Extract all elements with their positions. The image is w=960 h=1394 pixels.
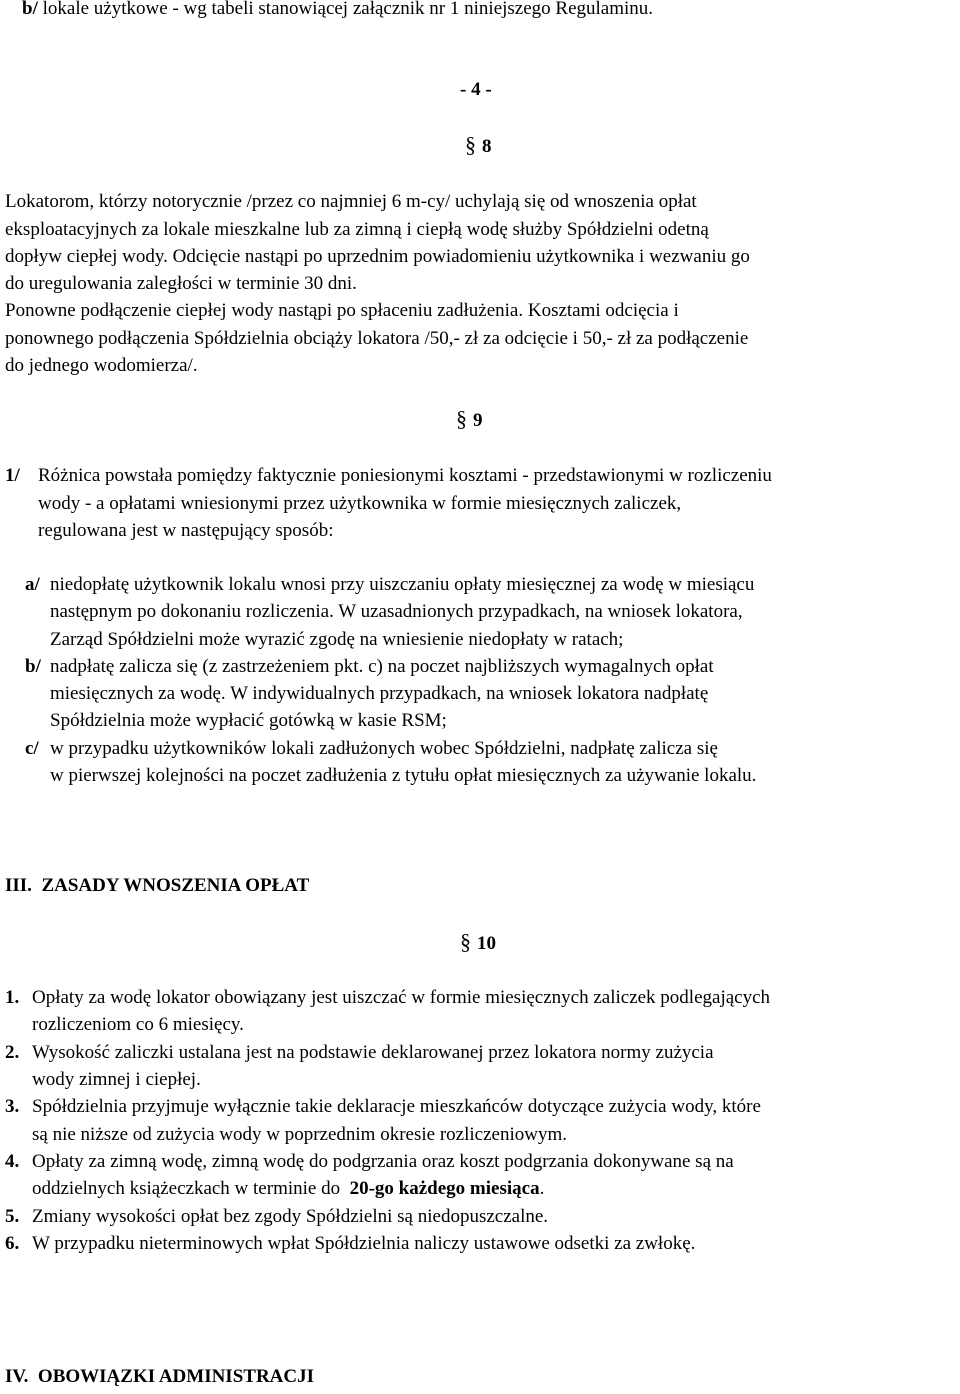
page-number: - 4 - [460,79,492,100]
top-line [22,0,653,23]
par10-line: wody zimnej i ciepłej. [32,1069,201,1090]
par10-line: są nie niższe od zużycia wody w poprzednim okresie rozliczeniowym. [32,1124,567,1145]
section-3-title: ZASADY WNOSZENIA OPŁAT [41,875,310,896]
paragraph-8-heading [465,131,492,161]
top-line-marker: b/ [22,0,38,19]
subitem-line: Zarząd Spółdzielni może wyrazić zgodę na wniesienie niedopłaty w ratach; [50,629,624,650]
par10-line [32,1175,544,1203]
item-marker: 3. [5,1096,20,1117]
par10-line-part: oddzielnych książeczkach w terminie do [32,1178,350,1199]
subitem-line: w pierwszej kolejności na poczet zadłużenia z tytułu opłat miesięcznych za używanie lokalu. [50,765,757,786]
par8-line: Lokatorom, którzy notorycznie /przez co najmniej 6 m-cy/ uchylają się od wnoszenia opłat [5,191,697,212]
par8-line: dopływ ciepłej wody. Odcięcie nastąpi po uprzednim powiadomieniu użytkownika i wezwaniu go [5,246,750,267]
par10-line: W przypadku nieterminowych wpłat Spółdzielnia naliczy ustawowe odsetki za zwłokę. [32,1233,696,1254]
par9-line: regulowana jest w następujący sposób: [38,520,334,541]
item-marker: 5. [5,1206,20,1227]
par10-line: rozliczeniom co 6 miesięcy. [32,1014,244,1035]
top-line-text: lokale użytkowe - wg tabeli stanowiącej załącznik nr 1 niniejszego Regulaminu. [42,0,654,19]
item-marker: 2. [5,1042,20,1063]
par8-line: eksploatacyjnych za lokale mieszkalne lub za zimną i ciepłą wodę służby Spółdzielni odetną [5,219,709,240]
subitem-marker: c/ [25,738,39,759]
par9-line: Różnica powstała pomiędzy faktycznie poniesionymi kosztami - przedstawionymi w rozliczeniu [38,465,772,486]
paragraph-9-number: 9 [473,410,483,431]
section-4-title: OBOWIĄZKI ADMINISTRACJI [37,1366,314,1387]
subitem-marker: a/ [25,574,40,595]
par8-line: Ponowne podłączenie ciepłej wody nastąpi po spłaceniu zadłużenia. Kosztami odcięcia i [5,300,679,321]
par10-line-part: . [539,1178,545,1199]
section-sign: § [465,132,476,157]
subitem-line: nadpłatę zalicza się (z zastrzeżeniem pkt. c) na poczet najbliższych wymagalnych opłat [50,656,714,677]
par10-line: Opłaty za zimną wodę, zimną wodę do podgrzania oraz koszt podgrzania dokonywane są na [32,1151,734,1172]
section-4-heading [5,1363,314,1391]
par9-line: wody - a opłatami wniesionymi przez użytkownika w formie miesięcznych zaliczek, [38,493,682,514]
par10-line: Opłaty za wodę lokator obowiązany jest uiszczać w formie miesięcznych zaliczek podlegających [32,987,771,1008]
section-sign: § [456,406,467,431]
par10-line: Zmiany wysokości opłat bez zgody Spółdzielni są niedopuszczalne. [32,1206,549,1227]
item-marker: 1. [5,987,20,1008]
subitem-line: w przypadku użytkowników lokali zadłużonych wobec Spółdzielni, nadpłatę zalicza się [50,738,718,759]
paragraph-9-heading [456,405,483,435]
paragraph-10-heading [460,928,496,958]
subitem-line: następnym po dokonaniu rozliczenia. W uzasadnionych przypadkach, na wniosek lokatora, [50,601,743,622]
par10-line: Spółdzielnia przyjmuje wyłącznie takie deklaracje mieszkańców dotyczące zużycia wody, które [32,1096,761,1117]
par8-line: do uregulowania zaległości w terminie 30 dni. [5,273,357,294]
item-marker: 4. [5,1151,20,1172]
par8-line: ponownego podłączenia Spółdzielnia obciąży lokatora /50,- zł za odcięcie i 50,- zł za podłączenie [5,328,749,349]
section-4-number: IV. [5,1366,29,1387]
paragraph-8-number: 8 [482,136,492,157]
paragraph-10-number: 10 [477,933,496,954]
section-sign: § [460,929,471,954]
section-3-heading [5,872,309,900]
subitem-line: miesięcznych za wodę. W indywidualnych przypadkach, na wniosek lokatora nadpłatę [50,683,709,704]
subitem-line: Spółdzielnia może wypłacić gotówką w kasie RSM; [50,710,447,731]
subitem-line: niedopłatę użytkownik lokalu wnosi przy uiszczaniu opłaty miesięcznej za wodę w miesiącu [50,574,755,595]
par8-line: do jednego wodomierza/. [5,355,198,376]
section-3-number: III. [5,875,32,896]
par10-line: Wysokość zaliczki ustalana jest na podstawie deklarowanej przez lokatora normy zużycia [32,1042,714,1063]
item-marker: 6. [5,1233,20,1254]
deadline-text: 20-go każdego miesiąca [349,1178,540,1199]
subitem-marker: b/ [25,656,41,677]
item-marker: 1/ [5,465,20,486]
